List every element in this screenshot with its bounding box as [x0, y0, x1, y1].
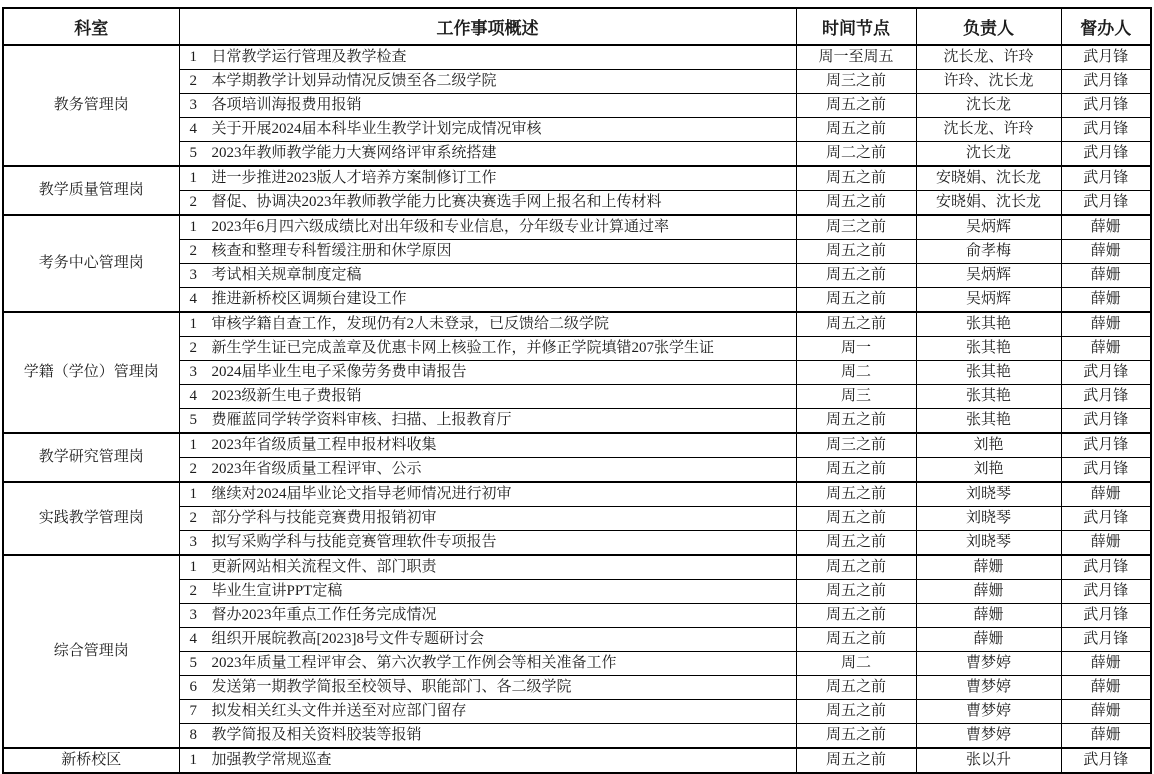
- work-item-number: 3: [189, 97, 197, 113]
- time-node-cell: 周三之前: [796, 70, 916, 94]
- work-item-number: 5: [189, 145, 197, 161]
- owner-cell: 张其艳: [916, 409, 1061, 434]
- work-item-cell: [179, 240, 796, 264]
- work-item-number: 1: [189, 170, 197, 186]
- work-item-cell: [179, 191, 796, 216]
- owner-cell: 张其艳: [916, 361, 1061, 385]
- supervisor-cell: 薛姗: [1061, 724, 1151, 749]
- work-item-cell: [179, 458, 796, 483]
- owner-cell: 薛姗: [916, 580, 1061, 604]
- department-cell: 新桥校区: [3, 748, 179, 773]
- work-item-cell: [179, 724, 796, 749]
- work-item-number: 5: [189, 655, 197, 671]
- time-node-cell: 周三: [796, 385, 916, 409]
- header-department: 科室: [3, 8, 179, 45]
- time-node-cell: 周一: [796, 337, 916, 361]
- work-item-number: 1: [189, 559, 197, 575]
- work-item-text: 督办2023年重点工作任务完成情况: [211, 607, 437, 623]
- time-node-cell: 周二: [796, 652, 916, 676]
- work-item-text: 推进新桥校区调频台建设工作: [211, 291, 407, 307]
- owner-cell: 吴炳辉: [916, 288, 1061, 313]
- time-node-cell: 周五之前: [796, 580, 916, 604]
- work-item-cell: [179, 166, 796, 191]
- supervisor-cell: 薛姗: [1061, 240, 1151, 264]
- work-item-text: 督促、协调决2023年教师教学能力比赛决赛选手网上报名和上传材料: [211, 194, 662, 210]
- supervisor-cell: 武月锋: [1061, 433, 1151, 458]
- owner-cell: 俞孝梅: [916, 240, 1061, 264]
- owner-cell: 沈长龙: [916, 142, 1061, 167]
- table-row: [3, 482, 1151, 507]
- owner-cell: 刘晓琴: [916, 507, 1061, 531]
- work-item-number: 4: [189, 121, 197, 137]
- work-item-cell: [179, 676, 796, 700]
- owner-cell: 曹梦婷: [916, 676, 1061, 700]
- supervisor-cell: 武月锋: [1061, 361, 1151, 385]
- work-item-cell: [179, 142, 796, 167]
- time-node-cell: 周五之前: [796, 676, 916, 700]
- work-item-number: 1: [189, 437, 197, 453]
- work-item-text: 核查和整理专科暂缓注册和休学原因: [211, 243, 452, 259]
- work-item-cell: [179, 652, 796, 676]
- supervisor-cell: 武月锋: [1061, 628, 1151, 652]
- owner-cell: 刘艳: [916, 458, 1061, 483]
- owner-cell: 吴炳辉: [916, 264, 1061, 288]
- work-item-number: 4: [189, 631, 197, 647]
- work-item-number: 2: [189, 340, 197, 356]
- work-item-cell: [179, 433, 796, 458]
- supervisor-cell: 薛姗: [1061, 288, 1151, 313]
- work-item-text: 教学简报及相关资料胶装等报销: [211, 727, 422, 743]
- time-node-cell: 周一至周五: [796, 45, 916, 70]
- header-time-node: 时间节点: [796, 8, 916, 45]
- supervisor-cell: 薛姗: [1061, 264, 1151, 288]
- work-item-cell: [179, 337, 796, 361]
- work-item-text: 2023年质量工程评审会、第六次教学工作例会等相关准备工作: [211, 655, 617, 671]
- supervisor-cell: 武月锋: [1061, 45, 1151, 70]
- supervisor-cell: 武月锋: [1061, 191, 1151, 216]
- table-row: [3, 433, 1151, 458]
- work-item-text: 2023年教师教学能力大赛网络评审系统搭建: [211, 145, 497, 161]
- time-node-cell: 周五之前: [796, 94, 916, 118]
- work-item-cell: [179, 580, 796, 604]
- work-item-text: 关于开展2024届本科毕业生教学计划完成情况审核: [211, 121, 542, 137]
- department-cell: 教务管理岗: [3, 45, 179, 166]
- table-row: [3, 166, 1151, 191]
- supervisor-cell: 薛姗: [1061, 215, 1151, 240]
- work-item-cell: [179, 748, 796, 773]
- table-row: [3, 312, 1151, 337]
- time-node-cell: 周五之前: [796, 748, 916, 773]
- work-item-cell: [179, 531, 796, 556]
- work-item-cell: [179, 604, 796, 628]
- supervisor-cell: 武月锋: [1061, 94, 1151, 118]
- time-node-cell: 周五之前: [796, 191, 916, 216]
- work-item-cell: [179, 385, 796, 409]
- owner-cell: 张其艳: [916, 385, 1061, 409]
- work-item-cell: [179, 555, 796, 580]
- supervisor-cell: 薛姗: [1061, 652, 1151, 676]
- work-item-cell: [179, 312, 796, 337]
- work-item-number: 5: [189, 412, 197, 428]
- supervisor-cell: 武月锋: [1061, 555, 1151, 580]
- owner-cell: 刘艳: [916, 433, 1061, 458]
- supervisor-cell: 薛姗: [1061, 531, 1151, 556]
- time-node-cell: 周五之前: [796, 724, 916, 749]
- owner-cell: 吴炳辉: [916, 215, 1061, 240]
- work-item-cell: [179, 361, 796, 385]
- owner-cell: 沈长龙、许玲: [916, 118, 1061, 142]
- owner-cell: 刘晓琴: [916, 482, 1061, 507]
- time-node-cell: 周五之前: [796, 482, 916, 507]
- work-item-text: 考试相关规章制度定稿: [211, 267, 362, 283]
- work-item-text: 费雁蓝同学转学资料审核、扫描、上报教育厅: [211, 412, 512, 428]
- work-item-text: 部分学科与技能竞赛费用报销初审: [211, 510, 437, 526]
- work-item-text: 2023年省级质量工程申报材料收集: [211, 437, 437, 453]
- owner-cell: 张其艳: [916, 337, 1061, 361]
- supervisor-cell: 武月锋: [1061, 70, 1151, 94]
- work-item-cell: [179, 45, 796, 70]
- work-item-text: 各项培训海报费用报销: [211, 97, 362, 113]
- work-item-text: 2023级新生电子费报销: [211, 388, 362, 404]
- time-node-cell: 周三之前: [796, 433, 916, 458]
- work-item-number: 3: [189, 267, 197, 283]
- time-node-cell: 周二之前: [796, 142, 916, 167]
- work-item-text: 继续对2024届毕业论文指导老师情况进行初审: [211, 486, 512, 502]
- table-row: [3, 748, 1151, 773]
- time-node-cell: 周五之前: [796, 458, 916, 483]
- time-node-cell: 周五之前: [796, 118, 916, 142]
- work-item-number: 3: [189, 364, 197, 380]
- table-row: [3, 555, 1151, 580]
- time-node-cell: 周五之前: [796, 531, 916, 556]
- work-item-text: 更新网站相关流程文件、部门职责: [211, 559, 437, 575]
- time-node-cell: 周三之前: [796, 215, 916, 240]
- department-cell: 综合管理岗: [3, 555, 179, 748]
- table-body: [3, 45, 1151, 773]
- supervisor-cell: 武月锋: [1061, 458, 1151, 483]
- work-item-cell: [179, 409, 796, 434]
- work-item-text: 发送第一期教学简报至校领导、职能部门、各二级学院: [211, 679, 572, 695]
- table-row: [3, 45, 1151, 70]
- work-item-cell: [179, 482, 796, 507]
- work-item-number: 1: [189, 49, 197, 65]
- time-node-cell: 周二: [796, 361, 916, 385]
- work-item-number: 1: [189, 486, 197, 502]
- work-item-number: 8: [189, 727, 197, 743]
- owner-cell: 沈长龙: [916, 94, 1061, 118]
- work-item-text: 加强教学常规巡查: [211, 752, 332, 768]
- department-cell: 实践教学管理岗: [3, 482, 179, 555]
- header-work-item: 工作事项概述: [179, 8, 796, 45]
- header-row: [3, 8, 1151, 45]
- work-item-cell: [179, 215, 796, 240]
- owner-cell: 曹梦婷: [916, 652, 1061, 676]
- work-item-text: 2023年6月四六级成绩比对出年级和专业信息，分年级专业计算通过率: [211, 219, 670, 235]
- work-item-cell: [179, 700, 796, 724]
- time-node-cell: 周五之前: [796, 166, 916, 191]
- supervisor-cell: 武月锋: [1061, 166, 1151, 191]
- time-node-cell: 周五之前: [796, 507, 916, 531]
- work-item-number: 1: [189, 316, 197, 332]
- owner-cell: 曹梦婷: [916, 700, 1061, 724]
- owner-cell: 许玲、沈长龙: [916, 70, 1061, 94]
- work-item-text: 新生学生证已完成盖章及优惠卡网上核验工作，并修正学院填错207张学生证: [211, 340, 715, 356]
- time-node-cell: 周五之前: [796, 700, 916, 724]
- work-item-number: 1: [189, 219, 197, 235]
- supervisor-cell: 武月锋: [1061, 142, 1151, 167]
- work-item-text: 拟写采购学科与技能竞赛管理软件专项报告: [211, 534, 497, 550]
- header-supervisor: 督办人: [1061, 8, 1151, 45]
- supervisor-cell: 武月锋: [1061, 409, 1151, 434]
- table-row: [3, 215, 1151, 240]
- supervisor-cell: 薛姗: [1061, 676, 1151, 700]
- owner-cell: 安晓娟、沈长龙: [916, 191, 1061, 216]
- work-item-text: 进一步推进2023版人才培养方案制修订工作: [211, 170, 497, 186]
- work-item-number: 4: [189, 291, 197, 307]
- work-item-cell: [179, 264, 796, 288]
- supervisor-cell: 薛姗: [1061, 312, 1151, 337]
- work-item-number: 1: [189, 752, 197, 768]
- supervisor-cell: 武月锋: [1061, 118, 1151, 142]
- department-cell: 教学研究管理岗: [3, 433, 179, 482]
- time-node-cell: 周五之前: [796, 312, 916, 337]
- owner-cell: 薛姗: [916, 604, 1061, 628]
- owner-cell: 曹梦婷: [916, 724, 1061, 749]
- owner-cell: 薛姗: [916, 555, 1061, 580]
- header-owner: 负责人: [916, 8, 1061, 45]
- work-item-text: 审核学籍自查工作，发现仍有2人未登录，已反馈给二级学院: [211, 316, 610, 332]
- work-item-cell: [179, 288, 796, 313]
- work-item-number: 6: [189, 679, 197, 695]
- work-schedule-table-container: [2, 7, 1152, 774]
- work-item-number: 2: [189, 583, 197, 599]
- work-item-text: 2024届毕业生电子采像劳务费申请报告: [211, 364, 467, 380]
- work-item-number: 2: [189, 243, 197, 259]
- work-item-cell: [179, 507, 796, 531]
- work-item-number: 2: [189, 194, 197, 210]
- supervisor-cell: 薛姗: [1061, 700, 1151, 724]
- supervisor-cell: 武月锋: [1061, 507, 1151, 531]
- time-node-cell: 周五之前: [796, 409, 916, 434]
- department-cell: 教学质量管理岗: [3, 166, 179, 215]
- work-item-cell: [179, 70, 796, 94]
- time-node-cell: 周五之前: [796, 604, 916, 628]
- time-node-cell: 周五之前: [796, 628, 916, 652]
- time-node-cell: 周五之前: [796, 264, 916, 288]
- owner-cell: 刘晓琴: [916, 531, 1061, 556]
- work-item-cell: [179, 118, 796, 142]
- supervisor-cell: 武月锋: [1061, 604, 1151, 628]
- time-node-cell: 周五之前: [796, 555, 916, 580]
- work-item-number: 2: [189, 461, 197, 477]
- work-item-cell: [179, 628, 796, 652]
- work-item-number: 2: [189, 510, 197, 526]
- department-cell: 学籍（学位）管理岗: [3, 312, 179, 433]
- owner-cell: 沈长龙、许玲: [916, 45, 1061, 70]
- time-node-cell: 周五之前: [796, 288, 916, 313]
- work-item-number: 3: [189, 534, 197, 550]
- owner-cell: 薛姗: [916, 628, 1061, 652]
- owner-cell: 张其艳: [916, 312, 1061, 337]
- work-item-text: 毕业生宣讲PPT定稿: [211, 583, 343, 599]
- work-item-number: 3: [189, 607, 197, 623]
- supervisor-cell: 武月锋: [1061, 385, 1151, 409]
- work-item-number: 7: [189, 703, 197, 719]
- supervisor-cell: 薛姗: [1061, 337, 1151, 361]
- work-item-text: 拟发相关红头文件并送至对应部门留存: [211, 703, 467, 719]
- work-item-text: 日常教学运行管理及教学检查: [211, 49, 407, 65]
- time-node-cell: 周五之前: [796, 240, 916, 264]
- owner-cell: 安晓娟、沈长龙: [916, 166, 1061, 191]
- work-item-number: 4: [189, 388, 197, 404]
- owner-cell: 张以升: [916, 748, 1061, 773]
- supervisor-cell: 武月锋: [1061, 748, 1151, 773]
- work-item-text: 2023年省级质量工程评审、公示: [211, 461, 422, 477]
- supervisor-cell: 武月锋: [1061, 580, 1151, 604]
- work-schedule-table: [2, 7, 1152, 774]
- department-cell: 考务中心管理岗: [3, 215, 179, 312]
- work-item-number: 2: [189, 73, 197, 89]
- work-item-text: 组织开展皖教高[2023]8号文件专题研讨会: [211, 631, 484, 647]
- work-item-text: 本学期教学计划异动情况反馈至各二级学院: [211, 73, 497, 89]
- supervisor-cell: 薛姗: [1061, 482, 1151, 507]
- work-item-cell: [179, 94, 796, 118]
